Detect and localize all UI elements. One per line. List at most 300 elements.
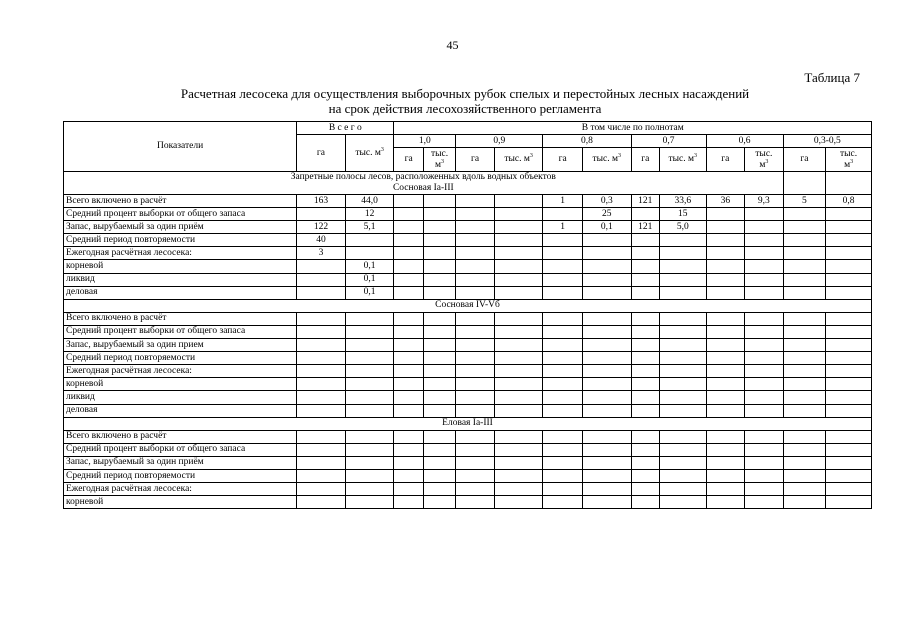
table-cell [826, 339, 872, 352]
table-cell [394, 483, 423, 496]
table-cell [659, 378, 706, 391]
row-label: Запас, вырубаемый за один приём [64, 456, 297, 469]
table-cell [345, 404, 394, 417]
table-row [64, 430, 872, 443]
row-label: Средний процент выборки от общего запаса [64, 443, 297, 456]
table-cell [659, 496, 706, 509]
table-cell [631, 260, 659, 273]
table-cell [423, 247, 455, 260]
table-cell [706, 456, 745, 469]
table-cell [582, 378, 631, 391]
table-cell [494, 430, 543, 443]
table-cell: 0,1 [345, 273, 394, 286]
table-cell [345, 430, 394, 443]
row-label: деловая [64, 286, 297, 299]
row-label: Ежегодная расчётная лесосека: [64, 365, 297, 378]
table-cell [297, 496, 346, 509]
table-cell [423, 325, 455, 338]
table-cell [394, 404, 423, 417]
table-cell [297, 260, 346, 273]
table-cell [826, 483, 872, 496]
table-row [64, 378, 872, 391]
table-row [64, 312, 872, 325]
table-cell [582, 391, 631, 404]
table-cell [783, 404, 826, 417]
table-cell [394, 352, 423, 365]
table-cell [456, 430, 495, 443]
subheader-thous-m3: тыс. $м^3$ [582, 148, 631, 172]
table-cell [456, 195, 495, 208]
table-cell [745, 443, 784, 456]
table-cell [543, 208, 583, 221]
row-label: Всего включено в расчёт [64, 195, 297, 208]
table-row [64, 456, 872, 469]
table-cell [345, 234, 394, 247]
table-cell [423, 496, 455, 509]
header-density-0-8: 0,8 [543, 135, 631, 148]
table-cell [494, 195, 543, 208]
table-cell [631, 443, 659, 456]
table-cell [706, 234, 745, 247]
table-cell: 0,8 [826, 195, 872, 208]
table-cell [783, 378, 826, 391]
section-title: Еловая Ia-III [64, 417, 872, 430]
subheader-ha: га [456, 148, 495, 172]
table-cell [423, 234, 455, 247]
table-cell [783, 469, 826, 482]
table-cell [423, 469, 455, 482]
table-cell [345, 365, 394, 378]
table-cell [423, 404, 455, 417]
table-cell [706, 443, 745, 456]
table-cell [456, 339, 495, 352]
table-cell [394, 339, 423, 352]
table-cell [631, 404, 659, 417]
table-cell [456, 352, 495, 365]
table-cell [706, 273, 745, 286]
header-density-0-9: 0,9 [456, 135, 543, 148]
table-cell [345, 312, 394, 325]
table-cell: 44,0 [345, 195, 394, 208]
table-cell [631, 273, 659, 286]
table-cell [394, 456, 423, 469]
table-cell [423, 430, 455, 443]
table-cell [494, 234, 543, 247]
table-cell [659, 443, 706, 456]
table-cell [659, 234, 706, 247]
table-cell [297, 365, 346, 378]
table-cell [297, 430, 346, 443]
page-number: 45 [446, 38, 459, 52]
table-cell [706, 469, 745, 482]
subheader-ha: га [394, 148, 423, 172]
subheader-ha: га [543, 148, 583, 172]
table-cell [582, 260, 631, 273]
table-row [64, 208, 872, 221]
table-cell [543, 286, 583, 299]
table-row [64, 221, 872, 234]
table-cell [659, 352, 706, 365]
table-row [64, 286, 872, 299]
table-cell [706, 391, 745, 404]
table-cell [631, 391, 659, 404]
table-cell [582, 286, 631, 299]
table-cell [345, 496, 394, 509]
table-cell [423, 260, 455, 273]
table-cell [783, 221, 826, 234]
table-cell [826, 325, 872, 338]
table-cell [745, 483, 784, 496]
row-label: Всего включено в расчёт [64, 430, 297, 443]
table-cell [543, 456, 583, 469]
table-cell [494, 325, 543, 338]
header-thous-m3: тыс. $м^3$ [345, 135, 394, 172]
table-cell [394, 378, 423, 391]
table-cell [659, 430, 706, 443]
table-cell [783, 339, 826, 352]
table-cell: 163 [297, 195, 346, 208]
table-cell [456, 208, 495, 221]
table-cell [456, 404, 495, 417]
table-row [64, 260, 872, 273]
table-cell [826, 221, 872, 234]
table-cell [394, 391, 423, 404]
table-cell [494, 469, 543, 482]
table-cell [582, 443, 631, 456]
table-cell [297, 443, 346, 456]
table-cell [423, 378, 455, 391]
table-cell [826, 378, 872, 391]
table-cell [494, 273, 543, 286]
table-cell: 1 [543, 221, 583, 234]
table-row [64, 247, 872, 260]
row-label: Средний процент выборки от общего запаса [64, 325, 297, 338]
table-cell [394, 247, 423, 260]
table-cell [456, 456, 495, 469]
table-cell [745, 260, 784, 273]
subheader-thous-m3: тыс. $м^3$ [826, 148, 872, 172]
table-cell [423, 208, 455, 221]
table-cell [297, 469, 346, 482]
table-cell [783, 234, 826, 247]
table-title [60, 86, 870, 116]
table-cell [394, 325, 423, 338]
table-cell [631, 312, 659, 325]
table-cell [826, 234, 872, 247]
table-cell [631, 247, 659, 260]
table-cell [745, 221, 784, 234]
table-cell [783, 273, 826, 286]
table-cell [423, 483, 455, 496]
table-cell [631, 325, 659, 338]
table-cell [297, 208, 346, 221]
table-row [64, 483, 872, 496]
table-cell [394, 273, 423, 286]
table-cell [706, 352, 745, 365]
table-cell [783, 496, 826, 509]
table-cell [706, 483, 745, 496]
table-cell [631, 496, 659, 509]
table-cell [543, 312, 583, 325]
table-cell [456, 247, 495, 260]
table-cell: 121 [631, 195, 659, 208]
table-cell [745, 208, 784, 221]
table-cell [543, 483, 583, 496]
table-cell [494, 208, 543, 221]
table-cell [706, 339, 745, 352]
table-row [64, 352, 872, 365]
table-cell: 5,1 [345, 221, 394, 234]
table-cell [345, 456, 394, 469]
table-cell [345, 352, 394, 365]
table-cell [394, 312, 423, 325]
table-cell [783, 456, 826, 469]
table-cell: 0,1 [582, 221, 631, 234]
table-cell [582, 339, 631, 352]
lesoseka-table [63, 121, 872, 509]
table-row [64, 273, 872, 286]
table-cell [345, 325, 394, 338]
row-label: ликвид [64, 391, 297, 404]
table-cell [423, 273, 455, 286]
table-row [64, 496, 872, 509]
table-cell [659, 483, 706, 496]
table-cell [423, 286, 455, 299]
header-density-1-0: 1,0 [394, 135, 456, 148]
table-cell [543, 339, 583, 352]
table-cell [826, 391, 872, 404]
table-cell [494, 456, 543, 469]
table-cell [631, 483, 659, 496]
table-cell [706, 247, 745, 260]
table-cell [345, 339, 394, 352]
table-cell [543, 273, 583, 286]
table-cell [456, 286, 495, 299]
table-cell [659, 404, 706, 417]
table-cell: 15 [659, 208, 706, 221]
table-cell [582, 325, 631, 338]
table-cell [783, 172, 826, 195]
table-cell [659, 286, 706, 299]
table-cell [745, 325, 784, 338]
table-cell [297, 456, 346, 469]
table-cell [659, 312, 706, 325]
table-cell [394, 365, 423, 378]
table-cell [706, 286, 745, 299]
table-cell [394, 443, 423, 456]
table-cell [494, 365, 543, 378]
table-cell [783, 352, 826, 365]
table-cell [456, 260, 495, 273]
table-cell: 40 [297, 234, 346, 247]
table-cell [706, 430, 745, 443]
table-cell [297, 352, 346, 365]
table-cell [297, 483, 346, 496]
header-density-0-7: 0,7 [631, 135, 706, 148]
table-cell [494, 378, 543, 391]
table-cell [659, 469, 706, 482]
table-cell [543, 469, 583, 482]
header-by-density: В том числе по полнотам [394, 122, 872, 135]
table-cell [297, 312, 346, 325]
table-cell [631, 378, 659, 391]
subheader-ha: га [706, 148, 745, 172]
table-cell [745, 430, 784, 443]
table-cell [494, 286, 543, 299]
table-cell [456, 378, 495, 391]
table-cell [345, 247, 394, 260]
header-density-0-3-0-5: 0,3-0,5 [783, 135, 871, 148]
table-cell: 5 [783, 195, 826, 208]
table-cell [745, 247, 784, 260]
table-cell [783, 312, 826, 325]
table-row [64, 404, 872, 417]
table-cell [423, 443, 455, 456]
table-cell [745, 404, 784, 417]
table-cell [631, 469, 659, 482]
section-title: Сосновая IV-Vб [64, 299, 872, 312]
table-cell [745, 352, 784, 365]
table-cell [631, 208, 659, 221]
title-line-2: на срок действия лесохозяйственного регламента [328, 101, 602, 116]
table-cell [582, 312, 631, 325]
table-cell [494, 443, 543, 456]
table-cell [494, 260, 543, 273]
table-cell [706, 378, 745, 391]
table-cell [582, 352, 631, 365]
table-cell [631, 365, 659, 378]
table-cell: 0,3 [582, 195, 631, 208]
table-cell [297, 325, 346, 338]
table-cell [706, 365, 745, 378]
table-cell [631, 286, 659, 299]
row-label: корневой [64, 260, 297, 273]
table-cell [394, 208, 423, 221]
table-cell [582, 247, 631, 260]
table-cell: 122 [297, 221, 346, 234]
table-cell [297, 339, 346, 352]
title-line-1: Расчетная лесосека для осуществления выборочных рубок спелых и перестойных лесных насаждений [180, 86, 750, 101]
row-label: Средний период повторяемости [64, 469, 297, 482]
table-cell [706, 325, 745, 338]
table-cell [345, 483, 394, 496]
table-cell [582, 483, 631, 496]
table-cell [745, 273, 784, 286]
table-cell [394, 195, 423, 208]
table-cell [631, 352, 659, 365]
table-cell [345, 469, 394, 482]
table-cell [745, 496, 784, 509]
table-cell [394, 496, 423, 509]
table-cell [826, 365, 872, 378]
table-cell [582, 430, 631, 443]
table-cell [543, 234, 583, 247]
table-cell [706, 404, 745, 417]
subheader-thous-m3: тыс. $м^3$ [494, 148, 543, 172]
row-label: Запас, вырубаемый за один приём [64, 221, 297, 234]
table-cell [783, 208, 826, 221]
table-cell [783, 365, 826, 378]
table-cell [456, 391, 495, 404]
table-cell [582, 234, 631, 247]
table-cell [494, 391, 543, 404]
table-cell [423, 365, 455, 378]
table-cell [456, 325, 495, 338]
table-cell [456, 496, 495, 509]
table-cell [659, 365, 706, 378]
table-cell [345, 443, 394, 456]
table-cell [659, 339, 706, 352]
table-cell [783, 443, 826, 456]
table-cell [631, 234, 659, 247]
table-cell: 0,1 [345, 260, 394, 273]
section-main-heading: Запретные полосы лесов, расположенных вдоль водных объектов Сосновая Ia-III [64, 172, 784, 195]
table-cell [543, 391, 583, 404]
table-cell [494, 247, 543, 260]
table-cell [543, 352, 583, 365]
table-cell [543, 496, 583, 509]
header-ha: га [297, 135, 346, 172]
subheader-thous-m3: тыс. $м^3$ [659, 148, 706, 172]
table-cell [543, 430, 583, 443]
table-cell [456, 312, 495, 325]
table-cell [659, 456, 706, 469]
table-cell [423, 456, 455, 469]
table-cell [394, 221, 423, 234]
table-row [64, 391, 872, 404]
table-row [64, 339, 872, 352]
subheader-thous-m3: тыс. $м^3$ [423, 148, 455, 172]
table-cell [423, 339, 455, 352]
table-cell: 36 [706, 195, 745, 208]
row-label: Ежегодная расчётная лесосека: [64, 247, 297, 260]
table-cell [394, 469, 423, 482]
table-cell [423, 221, 455, 234]
table-label: Таблица 7 [804, 70, 860, 85]
table-cell [706, 312, 745, 325]
table-cell [745, 378, 784, 391]
table-cell [297, 378, 346, 391]
table-cell [631, 339, 659, 352]
table-cell [345, 391, 394, 404]
table-cell [745, 391, 784, 404]
table-cell [297, 404, 346, 417]
table-cell: 5,0 [659, 221, 706, 234]
table-cell [826, 273, 872, 286]
table-cell [783, 391, 826, 404]
table-cell [456, 365, 495, 378]
table-cell [423, 312, 455, 325]
table-cell [582, 456, 631, 469]
table-cell [826, 430, 872, 443]
table-cell: 12 [345, 208, 394, 221]
table-cell [543, 247, 583, 260]
table-cell [783, 260, 826, 273]
table-cell: 121 [631, 221, 659, 234]
row-label: корневой [64, 496, 297, 509]
header-density-0-6: 0,6 [706, 135, 783, 148]
table-cell [706, 221, 745, 234]
row-label: ликвид [64, 273, 297, 286]
table-cell [783, 325, 826, 338]
row-label: деловая [64, 404, 297, 417]
table-cell [826, 443, 872, 456]
table-cell [394, 430, 423, 443]
table-cell [297, 286, 346, 299]
table-cell [543, 443, 583, 456]
table-row [64, 469, 872, 482]
table-cell [297, 273, 346, 286]
